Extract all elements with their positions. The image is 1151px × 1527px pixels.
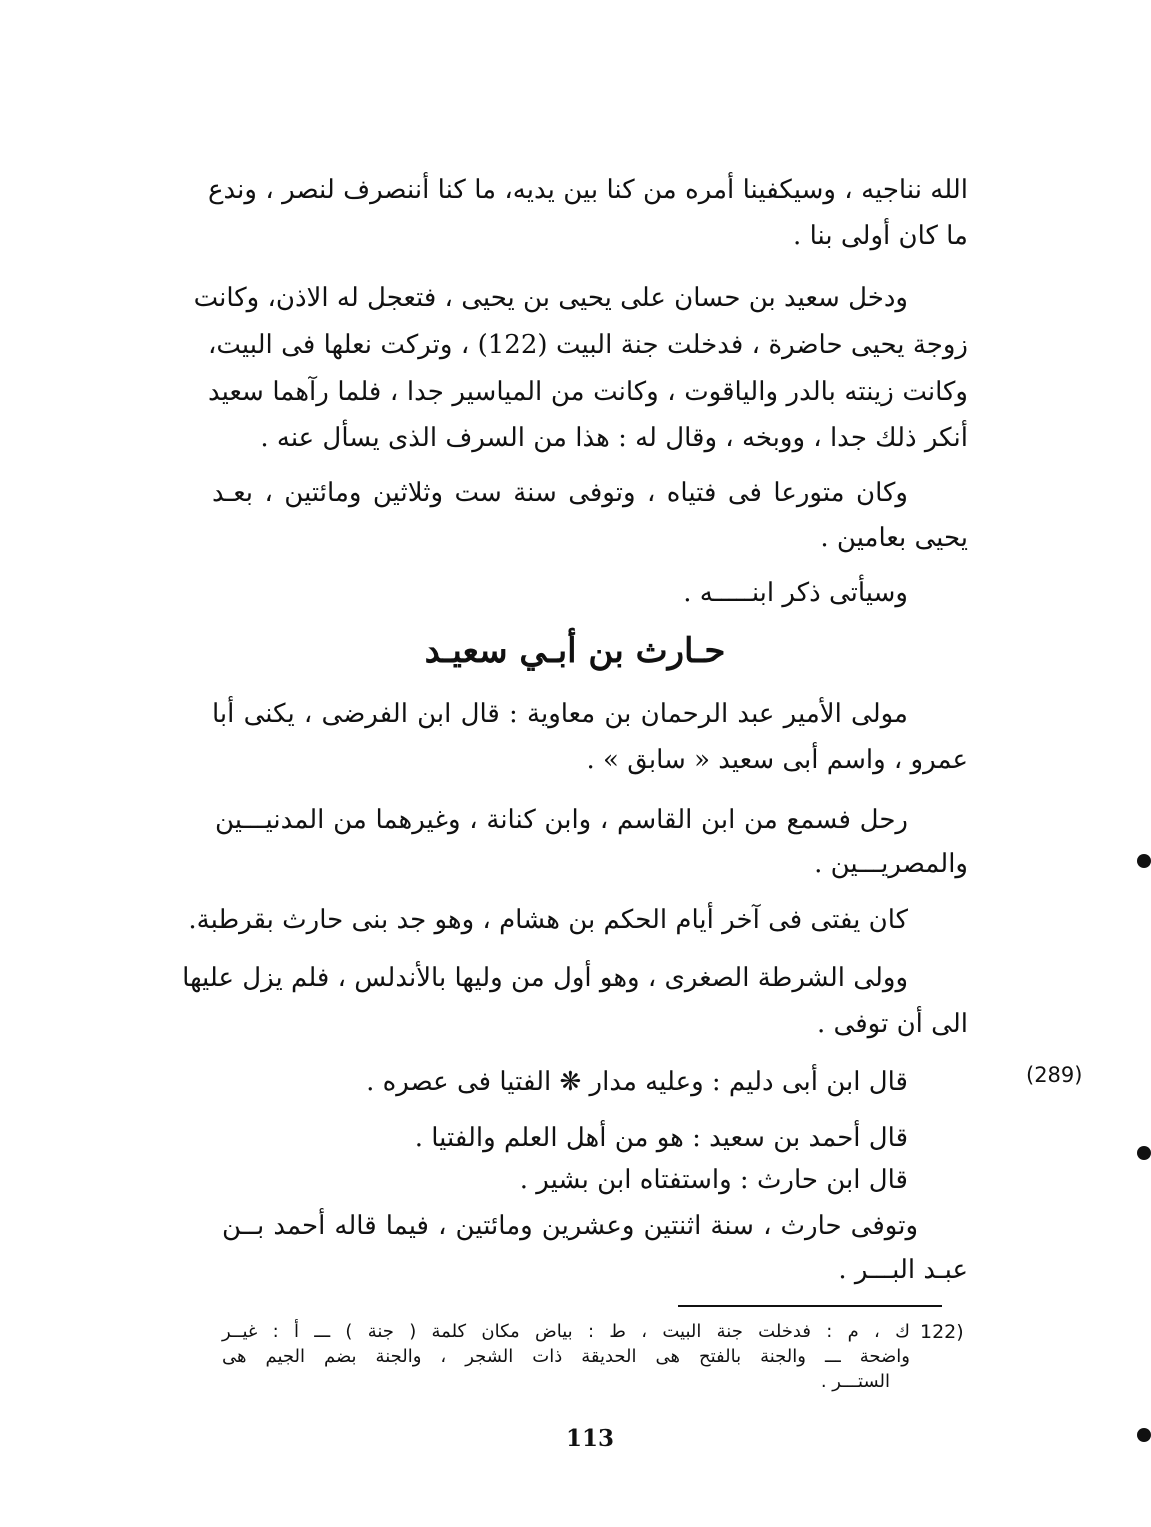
paragraph-5-line-2: عمرو ، واسم أبى سعيد « سابق » . bbox=[586, 745, 968, 775]
footnote-number: 122) bbox=[920, 1321, 964, 1343]
section-heading: حـارث بن أبـي سعيـد bbox=[424, 631, 726, 671]
paragraph-6-line-1: رحل فسمع من ابن القاسم ، وابن كنانة ، وغيرهما من المدنيـــين bbox=[215, 805, 908, 835]
paragraph-6-line-2: والمصريـــين . bbox=[814, 849, 968, 879]
paragraph-3-line-2: يحيى بعامين . bbox=[820, 523, 968, 553]
paragraph-1-line-2: ما كان أولى بنا . bbox=[793, 221, 968, 251]
paragraph-12-line-2: عبـد البـــر . bbox=[838, 1255, 968, 1285]
footnote-line-2: واضحة ـــ والجنة بالفتح هى الحديقة ذات الشجر ، والجنة بضم الجيم هى bbox=[222, 1346, 910, 1367]
paragraph-3-line-1: وكان متورعا فى فتياه ، وتوفى سنة ست وثلاثين ومائتين ، بعـد bbox=[212, 478, 908, 508]
paragraph-10-line-1: قال أحمد بن سعيد : هو من أهل العلم والفتيا . bbox=[414, 1123, 908, 1153]
paragraph-5-line-1: مولى الأمير عبد الرحمان بن معاوية : قال ابن الفرضى ، يكنى أبا bbox=[212, 699, 908, 729]
binding-hole-mark bbox=[1137, 854, 1151, 868]
margin-reference-number: (289) bbox=[1026, 1063, 1083, 1087]
paragraph-2-line-3: وكانت زينته بالدر والياقوت ، وكانت من المياسير جدا ، فلما رآهما سعيد bbox=[208, 377, 968, 407]
paragraph-11-line-1: قال ابن حارث : واستفتاه ابن بشير . bbox=[519, 1165, 908, 1195]
page-number: 113 bbox=[565, 1425, 614, 1452]
paragraph-9-line-1: قال ابن أبى دليم : وعليه مدار ❋ الفتيا فى عصره . bbox=[366, 1067, 908, 1097]
paragraph-4-line-1: وسيأتى ذكر ابنـــــه . bbox=[683, 578, 908, 608]
paragraph-2-line-2: زوجة يحيى حاضرة ، فدخلت جنة البيت (122) ، وتركت نعلها فى البيت، bbox=[208, 330, 968, 360]
paragraph-8-line-1: وولى الشرطة الصغرى ، وهو أول من وليها بالأندلس ، فلم يزل عليها bbox=[182, 963, 908, 993]
footnote-line-3: الستـــر . bbox=[820, 1371, 890, 1392]
paragraph-2-line-1: ودخل سعيد بن حسان على يحيى بن يحيى ، فتعجل له الاذن، وكانت bbox=[193, 283, 908, 313]
paragraph-7-line-1: كان يفتى فى آخر أيام الحكم بن هشام ، وهو جد بنى حارث بقرطبة. bbox=[188, 905, 908, 935]
binding-hole-mark bbox=[1137, 1146, 1151, 1160]
binding-hole-mark bbox=[1137, 1428, 1151, 1442]
paragraph-12-line-1: وتوفى حارث ، سنة اثنتين وعشرين ومائتين ، فيما قاله أحمد بــن bbox=[222, 1211, 918, 1241]
footnote-separator bbox=[678, 1305, 942, 1307]
paragraph-2-line-4: أنكر ذلك جدا ، ووبخه ، وقال له : هذا من السرف الذى يسأل عنه . bbox=[260, 423, 968, 453]
paragraph-1-line-1: الله نناجيه ، وسيكفينا أمره من كنا بين يديه، ما كنا أننصرف لنصر ، وندع bbox=[208, 175, 968, 205]
footnote-line-1: ك ، م : فدخلت جنة البيت ، ط : بياض مكان كلمة ( جنة ) ـــ أ : غيــر bbox=[222, 1321, 910, 1342]
paragraph-8-line-2: الى أن توفى . bbox=[817, 1009, 968, 1039]
